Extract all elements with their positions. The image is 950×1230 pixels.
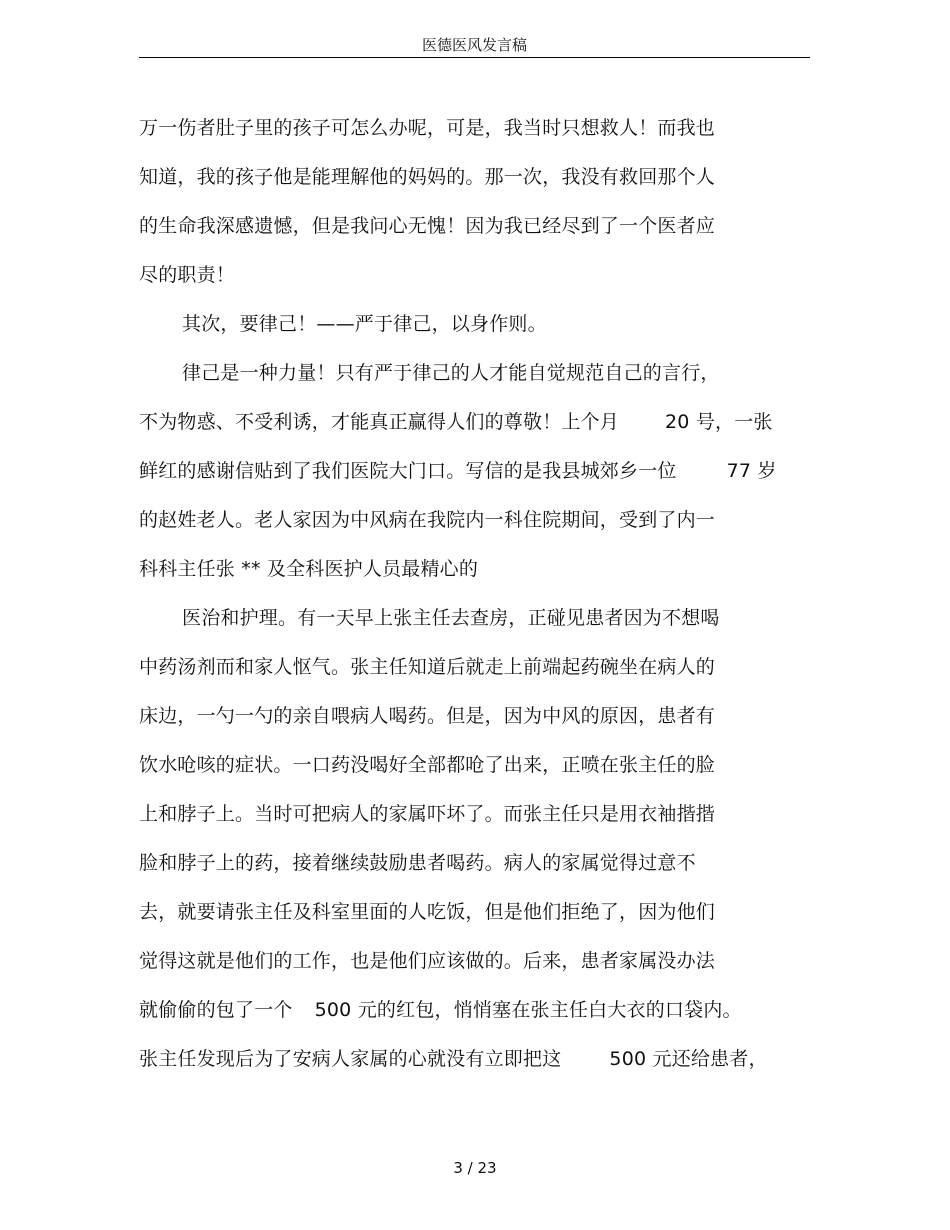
- text-segment: 20 号，一张: [665, 411, 773, 433]
- text-line: [139, 402, 814, 451]
- text-segment: 张主任发现后为了安病人家属的心就没有立即把这: [139, 1048, 562, 1070]
- text-line: [139, 1039, 814, 1088]
- text-line: [139, 451, 814, 500]
- text-line: 去，就要请张主任及科室里面的人吃饭，但是他们拒绝了，因为他们: [139, 901, 716, 923]
- text-line: 医治和护理。有一天早上张主任去查房，正碰见患者因为不想喝: [182, 607, 720, 629]
- text-segment: 77 岁: [726, 460, 777, 482]
- text-line: 科科主任张 ** 及全科医护人员最精心的: [139, 558, 479, 580]
- page-footer: [0, 1157, 950, 1179]
- text-line: 觉得这就是他们的工作，也是他们应该做的。后来，患者家属没办法: [139, 950, 716, 972]
- document-body: [139, 108, 814, 1088]
- text-line: 的生命我深感遗憾，但是我问心无愧！因为我已经尽到了一个医者应: [139, 215, 716, 237]
- page-number: 3 / 23: [453, 1159, 497, 1177]
- text-line: 床边，一勺一勺的亲自喂病人喝药。但是，因为中风的原因，患者有: [139, 705, 716, 727]
- text-line: 其次，要律己！——严于律己，以身作则。: [182, 313, 547, 335]
- text-segment: 500 元的红包，悄悄塞在张主任白大衣的口袋内。: [314, 999, 742, 1021]
- text-segment: 就偷偷的包了一个: [139, 999, 293, 1021]
- text-line: 律己是一种力量！只有严于律己的人才能自觉规范自己的言行，: [182, 362, 720, 384]
- text-line: 上和脖子上。当时可把病人的家属吓坏了。而张主任只是用衣袖揩揩: [139, 803, 716, 825]
- text-segment: 鲜红的感谢信贴到了我们医院大门口。写信的是我县城郊乡一位: [139, 460, 677, 482]
- text-segment: 不为物惑、不受利诱，才能真正赢得人们的尊敬！上个月: [139, 411, 620, 433]
- text-segment: 500 元还给患者，: [609, 1048, 768, 1070]
- document-title: 医德医风发言稿: [421, 36, 527, 54]
- text-line: 尽的职责！: [139, 264, 236, 286]
- text-line: 万一伤者肚子里的孩子可怎么办呢，可是，我当时只想救人！而我也: [139, 117, 716, 139]
- text-line: 中药汤剂而和家人怄气。张主任知道后就走上前端起药碗坐在病人的: [139, 656, 716, 678]
- text-line: 的赵姓老人。老人家因为中风病在我院内一科住院期间，受到了内一: [139, 509, 716, 531]
- text-line: 脸和脖子上的药，接着继续鼓励患者喝药。病人的家属觉得过意不: [139, 852, 696, 874]
- text-line: [139, 990, 814, 1039]
- page-header: [139, 34, 810, 58]
- text-line: 饮水呛咳的症状。一口药没喝好全部都呛了出来，正喷在张主任的脸: [139, 754, 716, 776]
- text-line: 知道，我的孩子他是能理解他的妈妈的。那一次，我没有救回那个人: [139, 166, 716, 188]
